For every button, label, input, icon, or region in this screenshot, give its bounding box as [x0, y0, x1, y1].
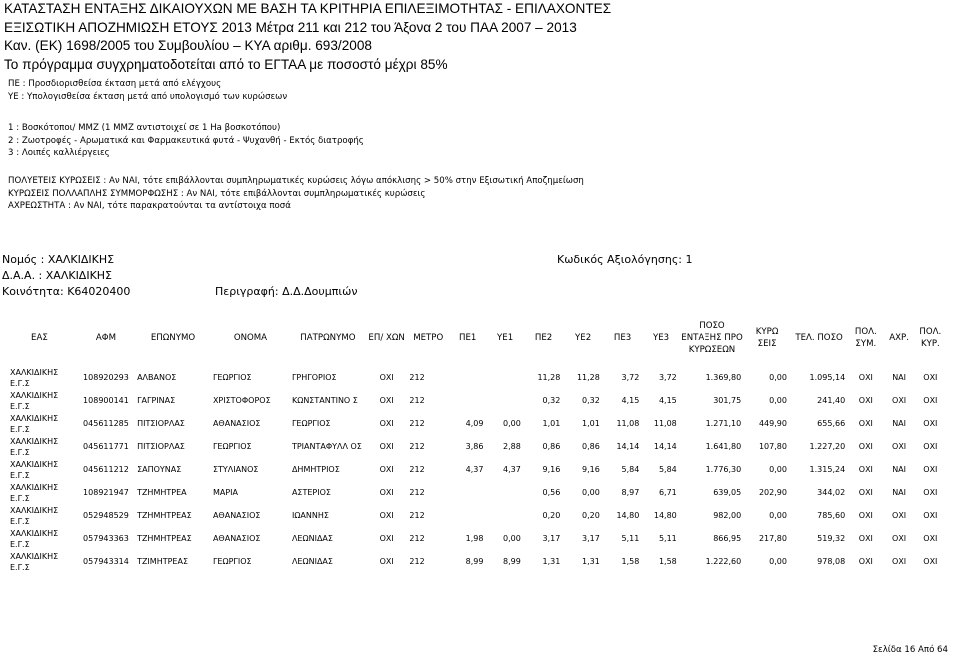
table-cell: ΤΖΗΜΗΤΡΕΑΣ: [137, 534, 192, 543]
table-cell: 0,00: [769, 511, 787, 520]
table-cell: ΟΧΙ: [923, 419, 938, 428]
table-cell: ΟΧΙ: [379, 557, 394, 566]
table-cell: [449, 389, 486, 412]
col-header: ΥΕ1: [497, 333, 514, 343]
legend-cat2: 2 : Ζωοτροφές - Αρωματικά και Φαρμακευτικά φυτά - Ψυχανθή - Εκτός διατροφής: [8, 135, 364, 146]
table-cell: 11,08: [616, 419, 640, 428]
table-cell: ΜΑΡΙΑ: [212, 488, 238, 497]
table-cell: 1,98: [465, 534, 484, 543]
table-cell: 6,71: [658, 488, 677, 497]
table-cell: 212: [409, 511, 425, 520]
table-cell: ΟΧΙ: [379, 373, 394, 382]
table-cell: ΟΧΙ: [892, 534, 907, 543]
table-cell: 14,14: [653, 442, 677, 451]
table-cell: 3,72: [658, 373, 677, 382]
table-cell: 8,97: [621, 488, 640, 497]
table-cell: ΟΧΙ: [379, 442, 394, 451]
table-cell: 1.776,30: [705, 465, 742, 474]
table-cell: 5,84: [658, 465, 677, 474]
table-cell: ΟΧΙ: [379, 488, 394, 497]
table-cell: [449, 366, 486, 389]
legend-cat1: 1 : Βοσκότοποι/ ΜΜΖ (1 ΜΜΖ αντιστοιχεί σε 1 Ha βοσκοτόπου): [8, 123, 281, 133]
table-cell: ΟΧΙ: [858, 488, 873, 497]
table-cell: ΝΑΙ: [892, 488, 907, 497]
table-cell: 0,00: [769, 396, 787, 405]
col-header: ΠΟΣΟ ΕΝΤΑΞΗΣ ΠΡΟ ΚΥΡΩΣΕΩΝ: [681, 321, 743, 355]
table-cell: 1,58: [658, 557, 677, 566]
table-cell: ΟΧΙ: [379, 465, 394, 474]
table-cell: ΧΑΛΚΙΔΙΚΗΣ Ε.Γ.Σ: [10, 459, 59, 480]
table-cell: 0,20: [542, 511, 561, 520]
table-cell: ΑΘΑΝΑΣΙΟΣ: [212, 534, 261, 543]
table-cell: 2,88: [503, 442, 521, 451]
table-cell: 0,32: [582, 396, 600, 405]
col-header: ΠΟΛ. ΚΥΡ.: [919, 327, 942, 349]
table-row: [2, 527, 946, 550]
table-cell: ΑΛΒΑΝΟΣ: [137, 373, 177, 382]
legend-categories: [8, 122, 364, 160]
table-cell: 057943363: [83, 534, 129, 543]
table-row: [2, 458, 946, 481]
table-cell: 1.315,24: [809, 465, 846, 474]
table-cell: 1,31: [582, 557, 600, 566]
table-cell: ΛΕΩΝΙΔΑΣ: [291, 534, 333, 543]
table-row: [2, 481, 946, 504]
table-cell: ΤΖΙΜΗΤΡΕΑΣ: [137, 557, 188, 566]
table-cell: 3,72: [621, 373, 640, 382]
table-cell: 0,00: [582, 488, 600, 497]
table-cell: 344,02: [817, 488, 846, 497]
table-cell: 9,16: [542, 465, 561, 474]
table-cell: 1.271,10: [705, 419, 742, 428]
col-header: ΟΝΟΜΑ: [233, 333, 268, 343]
table-cell: 0,00: [769, 557, 787, 566]
table-cell: 0,56: [542, 488, 561, 497]
community-label: Κοινότητα: K64020400: [2, 285, 131, 298]
table-cell: ΟΧΙ: [923, 442, 938, 451]
table-cell: 1.095,14: [809, 373, 846, 382]
table-cell: ΟΧΙ: [923, 488, 938, 497]
col-header: ΠΕ3: [613, 333, 632, 343]
table-cell: 655,66: [817, 419, 846, 428]
table-cell: 5,84: [621, 465, 640, 474]
table-cell: 108920293: [83, 373, 129, 382]
legend-areas: [8, 78, 287, 103]
table-cell: ΤΖΗΜΗΤΡΕΑ: [137, 488, 187, 497]
table-cell: ΟΧΙ: [858, 511, 873, 520]
table-cell: ΝΑΙ: [892, 465, 907, 474]
table-cell: ΓΕΩΡΓΙΟΣ: [212, 442, 252, 451]
daa-label: Δ.Α.Α. : ΧΑΛΚΙΔΙΚΗΣ: [2, 269, 113, 282]
table-cell: ΓΕΩΡΓΙΟΣ: [212, 373, 252, 382]
table-cell: ΛΕΩΝΙΔΑΣ: [291, 557, 333, 566]
table-cell: 866,95: [713, 534, 742, 543]
table-cell: 212: [409, 442, 425, 451]
description-label: Περιγραφή: Δ.Δ.Δουμπιών: [215, 285, 358, 298]
table-cell: 449,90: [758, 419, 787, 428]
col-header: ΕΠΩΝΥΜΟ: [150, 333, 196, 343]
col-header: ΤΕΛ. ΠΟΣΟ: [795, 333, 843, 343]
table-cell: ΟΧΙ: [892, 396, 907, 405]
table-cell: ΙΩΑΝΝΗΣ: [291, 511, 329, 520]
table-cell: 212: [409, 396, 425, 405]
document-header: [4, 0, 611, 74]
page-number: Σελίδα 16 Από 64: [872, 645, 948, 655]
table-cell: ΟΧΙ: [858, 396, 873, 405]
table-cell: 045611285: [83, 419, 129, 428]
table-cell: 045611212: [83, 465, 129, 474]
table-cell: 4,37: [503, 465, 521, 474]
table-header-row: [2, 310, 946, 366]
table-cell: 108921947: [83, 488, 129, 497]
table-cell: ΓΕΩΡΓΙΟΣ: [212, 557, 252, 566]
table-cell: 0,32: [542, 396, 561, 405]
table-cell: 1.227,20: [809, 442, 846, 451]
table-cell: 1,31: [542, 557, 561, 566]
legend-cat3: 3 : Λοιπές καλλιέργειες: [8, 148, 110, 159]
table-cell: 0,00: [769, 465, 787, 474]
table-cell: ΓΕΩΡΓΙΟΣ: [291, 419, 331, 428]
col-header: ΜΕΤΡΟ: [413, 333, 444, 343]
beneficiaries-table: [2, 310, 946, 573]
table-cell: 639,05: [713, 488, 742, 497]
table-cell: 5,11: [621, 534, 640, 543]
col-header: ΠΟΛ. ΣΥΜ.: [854, 327, 877, 349]
table-cell: ΟΧΙ: [858, 373, 873, 382]
table-cell: ΟΧΙ: [379, 534, 394, 543]
table-row: [2, 504, 946, 527]
table-cell: [449, 481, 486, 504]
table-cell: 212: [409, 373, 425, 382]
col-header: ΥΕ3: [652, 333, 670, 343]
table-cell: 4,37: [465, 465, 484, 474]
col-header: ΠΕ2: [534, 333, 553, 343]
table-cell: [486, 366, 523, 389]
table-cell: 1.641,80: [705, 442, 742, 451]
col-header: ΥΕ2: [575, 333, 592, 343]
table-cell: 202,90: [758, 488, 787, 497]
table-cell: 11,28: [537, 373, 561, 382]
evaluation-code: Κωδικός Αξιολόγησης: 1: [557, 253, 693, 266]
table-cell: ΟΧΙ: [923, 373, 938, 382]
table-cell: ΟΧΙ: [923, 465, 938, 474]
table-cell: ΠΙΤΣΙΟΡΛΑΣ: [137, 419, 185, 428]
header-title-line2: ΕΞΙΣΩΤΙΚΗ ΑΠΟΖΗΜΙΩΣΗ ΕΤΟΥΣ 2013 Μέτρα 211 και 212 του Άξονα 2 του ΠΑΑ 2007 – 2013: [4, 19, 577, 35]
table-cell: ΟΧΙ: [923, 534, 938, 543]
table-cell: 241,40: [817, 396, 846, 405]
table-cell: ΝΑΙ: [892, 419, 907, 428]
table-cell: ΑΘΑΝΑΣΙΟΣ: [212, 419, 261, 428]
table-cell: 052948529: [83, 511, 129, 520]
legend-sanctions: [8, 175, 584, 213]
table-cell: 107,80: [758, 442, 787, 451]
table-row: [2, 550, 946, 573]
table-cell: 4,15: [621, 396, 640, 405]
table-cell: 045611771: [83, 442, 129, 451]
table-cell: 212: [409, 534, 425, 543]
table-cell: ΟΧΙ: [892, 442, 907, 451]
table-cell: [486, 389, 523, 412]
table-cell: ΑΘΑΝΑΣΙΟΣ: [212, 511, 261, 520]
table-cell: ΣΤΥΛΙΑΝΟΣ: [212, 465, 259, 474]
col-header: ΠΕ1: [459, 333, 477, 343]
table-cell: ΟΧΙ: [858, 465, 873, 474]
table-cell: 1.369,80: [705, 373, 742, 382]
table-cell: 8,99: [465, 557, 484, 566]
table-cell: [486, 481, 523, 504]
table-cell: ΟΧΙ: [892, 557, 907, 566]
legend-ye: ΥΕ : Υπολογισθείσα έκταση μετά από υπολογισμό των κυρώσεων: [8, 91, 288, 102]
table-cell: 14,80: [616, 511, 640, 520]
table-cell: 4,09: [465, 419, 484, 428]
table-cell: 217,80: [758, 534, 787, 543]
col-header: ΕΠ/ ΧΩΝ: [368, 333, 405, 343]
table-cell: ΟΧΙ: [858, 442, 873, 451]
table-cell: 9,16: [582, 465, 600, 474]
header-title-line1: ΚΑΤΑΣΤΑΣΗ ΕΝΤΑΞΗΣ ΔΙΚΑΙΟΥΧΩΝ ΜΕ ΒΑΣΗ ΤΑ ΚΡΙΤΗΡΙΑ ΕΠΙΛΕΞΙΜΟΤΗΤΑΣ - ΕΠΙΛΑΧΟΝΤΕΣ: [4, 1, 612, 16]
table-cell: 0,00: [769, 373, 787, 382]
table-cell: 108900141: [83, 396, 129, 405]
table-cell: ΟΧΙ: [379, 419, 394, 428]
col-header: ΠΑΤΡΩΝΥΜΟ: [300, 333, 356, 343]
table-cell: 212: [409, 488, 425, 497]
table-cell: ΧΑΛΚΙΔΙΚΗΣ Ε.Γ.Σ: [10, 413, 59, 434]
table-cell: 785,60: [817, 511, 846, 520]
table-cell: ΤΖΗΜΗΤΡΕΑΣ: [137, 511, 192, 520]
table-cell: [449, 504, 486, 527]
table-cell: 0,00: [503, 419, 521, 428]
table-cell: 0,20: [582, 511, 600, 520]
table-cell: ΧΑΛΚΙΔΙΚΗΣ Ε.Γ.Σ: [10, 390, 59, 411]
table-cell: 519,32: [817, 534, 846, 543]
header-title-line4: Το πρόγραμμα συγχρηματοδοτείται από το ΕΓΤΑΑ με ποσοστό μέχρι 85%: [4, 56, 448, 72]
table-cell: ΟΧΙ: [923, 396, 938, 405]
table-cell: ΟΧΙ: [892, 511, 907, 520]
table-cell: ΝΑΙ: [892, 373, 907, 382]
table-cell: ΧΑΛΚΙΔΙΚΗΣ Ε.Γ.Σ: [10, 505, 59, 526]
table-cell: 1.222,60: [705, 557, 742, 566]
table-cell: 1,01: [542, 419, 561, 428]
nomos-label: Νομός : ΧΑΛΚΙΔΙΚΗΣ: [2, 253, 115, 266]
table-cell: 3,17: [582, 534, 600, 543]
table-cell: 0,86: [542, 442, 561, 451]
table-cell: ΟΧΙ: [379, 396, 394, 405]
table-cell: 301,75: [713, 396, 742, 405]
table-cell: 14,14: [616, 442, 640, 451]
table-row: [2, 435, 946, 458]
table-cell: ΧΑΛΚΙΔΙΚΗΣ Ε.Γ.Σ: [10, 436, 59, 457]
table-cell: ΟΧΙ: [858, 557, 873, 566]
table-row: [2, 366, 946, 389]
table-cell: 3,86: [465, 442, 484, 451]
table-cell: ΟΧΙ: [379, 511, 394, 520]
table-cell: 5,11: [658, 534, 677, 543]
table-cell: ΧΑΛΚΙΔΙΚΗΣ Ε.Γ.Σ: [10, 482, 59, 503]
table-cell: 11,28: [576, 373, 600, 382]
header-title-line3: Καν. (ΕΚ) 1698/2005 του Συμβουλίου – ΚΥΑ αριθμ. 693/2008: [4, 38, 372, 54]
table-cell: ΓΡΗΓΟΡΙΟΣ: [291, 373, 337, 382]
table-cell: 8,99: [503, 557, 521, 566]
table-cell: 14,80: [653, 511, 677, 520]
legend-pe: ΠΕ : Προσδιορισθείσα έκταση μετά από ελέγχους: [8, 79, 222, 89]
table-cell: 212: [409, 557, 425, 566]
table-cell: ΧΑΛΚΙΔΙΚΗΣ Ε.Γ.Σ: [10, 551, 59, 572]
table-cell: ΤΡΙΑΝΤΑΦΥΛΛ ΟΣ: [291, 442, 362, 451]
table-cell: ΣΑΠΟΥΝΑΣ: [137, 465, 182, 474]
table-cell: 4,15: [658, 396, 677, 405]
table-cell: ΟΧΙ: [923, 557, 938, 566]
table-cell: ΟΧΙ: [858, 419, 873, 428]
table-cell: 3,17: [542, 534, 561, 543]
col-header: ΕΑΣ: [31, 333, 48, 343]
col-header: ΑΦΜ: [95, 333, 116, 343]
legend-poly: ΠΟΛΥΕΤΕΙΣ ΚΥΡΩΣΕΙΣ : Αν ΝΑΙ, τότε επιβάλλονται συμπληρωματικές κυρώσεις λόγω απόκλισης > 50% στην Εξισωτική Αποζημείωση: [8, 176, 584, 186]
col-header: ΚΥΡΩ ΣΕΙΣ: [755, 327, 779, 349]
table-row: [2, 389, 946, 412]
legend-pollaplis: ΚΥΡΩΣΕΙΣ ΠΟΛΛΑΠΛΗΣ ΣΥΜΜΟΡΦΩΣΗΣ : Αν ΝΑΙ, τότε επιβάλλονται συμπληρωματικές κυρώσεις: [8, 188, 426, 199]
table-cell: 11,08: [653, 419, 677, 428]
table-row: [2, 412, 946, 435]
table-cell: ΚΩΝΣΤΑΝΤΙΝΟ Σ: [291, 396, 358, 405]
table-cell: 982,00: [713, 511, 742, 520]
table-cell: 978,08: [817, 557, 846, 566]
table-cell: ΧΡΙΣΤΟΦΟΡΟΣ: [212, 396, 271, 405]
table-cell: ΟΧΙ: [858, 534, 873, 543]
table-cell: 057943314: [83, 557, 129, 566]
table-cell: 0,86: [582, 442, 600, 451]
col-header: ΑΧΡ.: [889, 333, 909, 343]
table-cell: ΑΣΤΕΡΙΟΣ: [291, 488, 331, 497]
table-cell: 1,01: [582, 419, 600, 428]
table-cell: ΟΧΙ: [923, 511, 938, 520]
table-cell: ΧΑΛΚΙΔΙΚΗΣ Ε.Γ.Σ: [10, 367, 59, 388]
table-cell: 212: [409, 465, 425, 474]
table-cell: ΠΙΤΣΙΟΡΛΑΣ: [137, 442, 185, 451]
table-cell: ΧΑΛΚΙΔΙΚΗΣ Ε.Γ.Σ: [10, 528, 59, 549]
table-cell: 0,00: [503, 534, 521, 543]
table-cell: 212: [409, 419, 425, 428]
table-cell: ΓΑΓΡΙΝΑΣ: [137, 396, 176, 405]
table-cell: [486, 504, 523, 527]
legend-axreotita: ΑΧΡΕΩΣΤΗΤΑ : Αν ΝΑΙ, τότε παρακρατούνται τα αντίστοιχα ποσά: [8, 201, 291, 212]
table-cell: 1,58: [621, 557, 640, 566]
table-cell: ΔΗΜΗΤΡΙΟΣ: [291, 465, 340, 474]
